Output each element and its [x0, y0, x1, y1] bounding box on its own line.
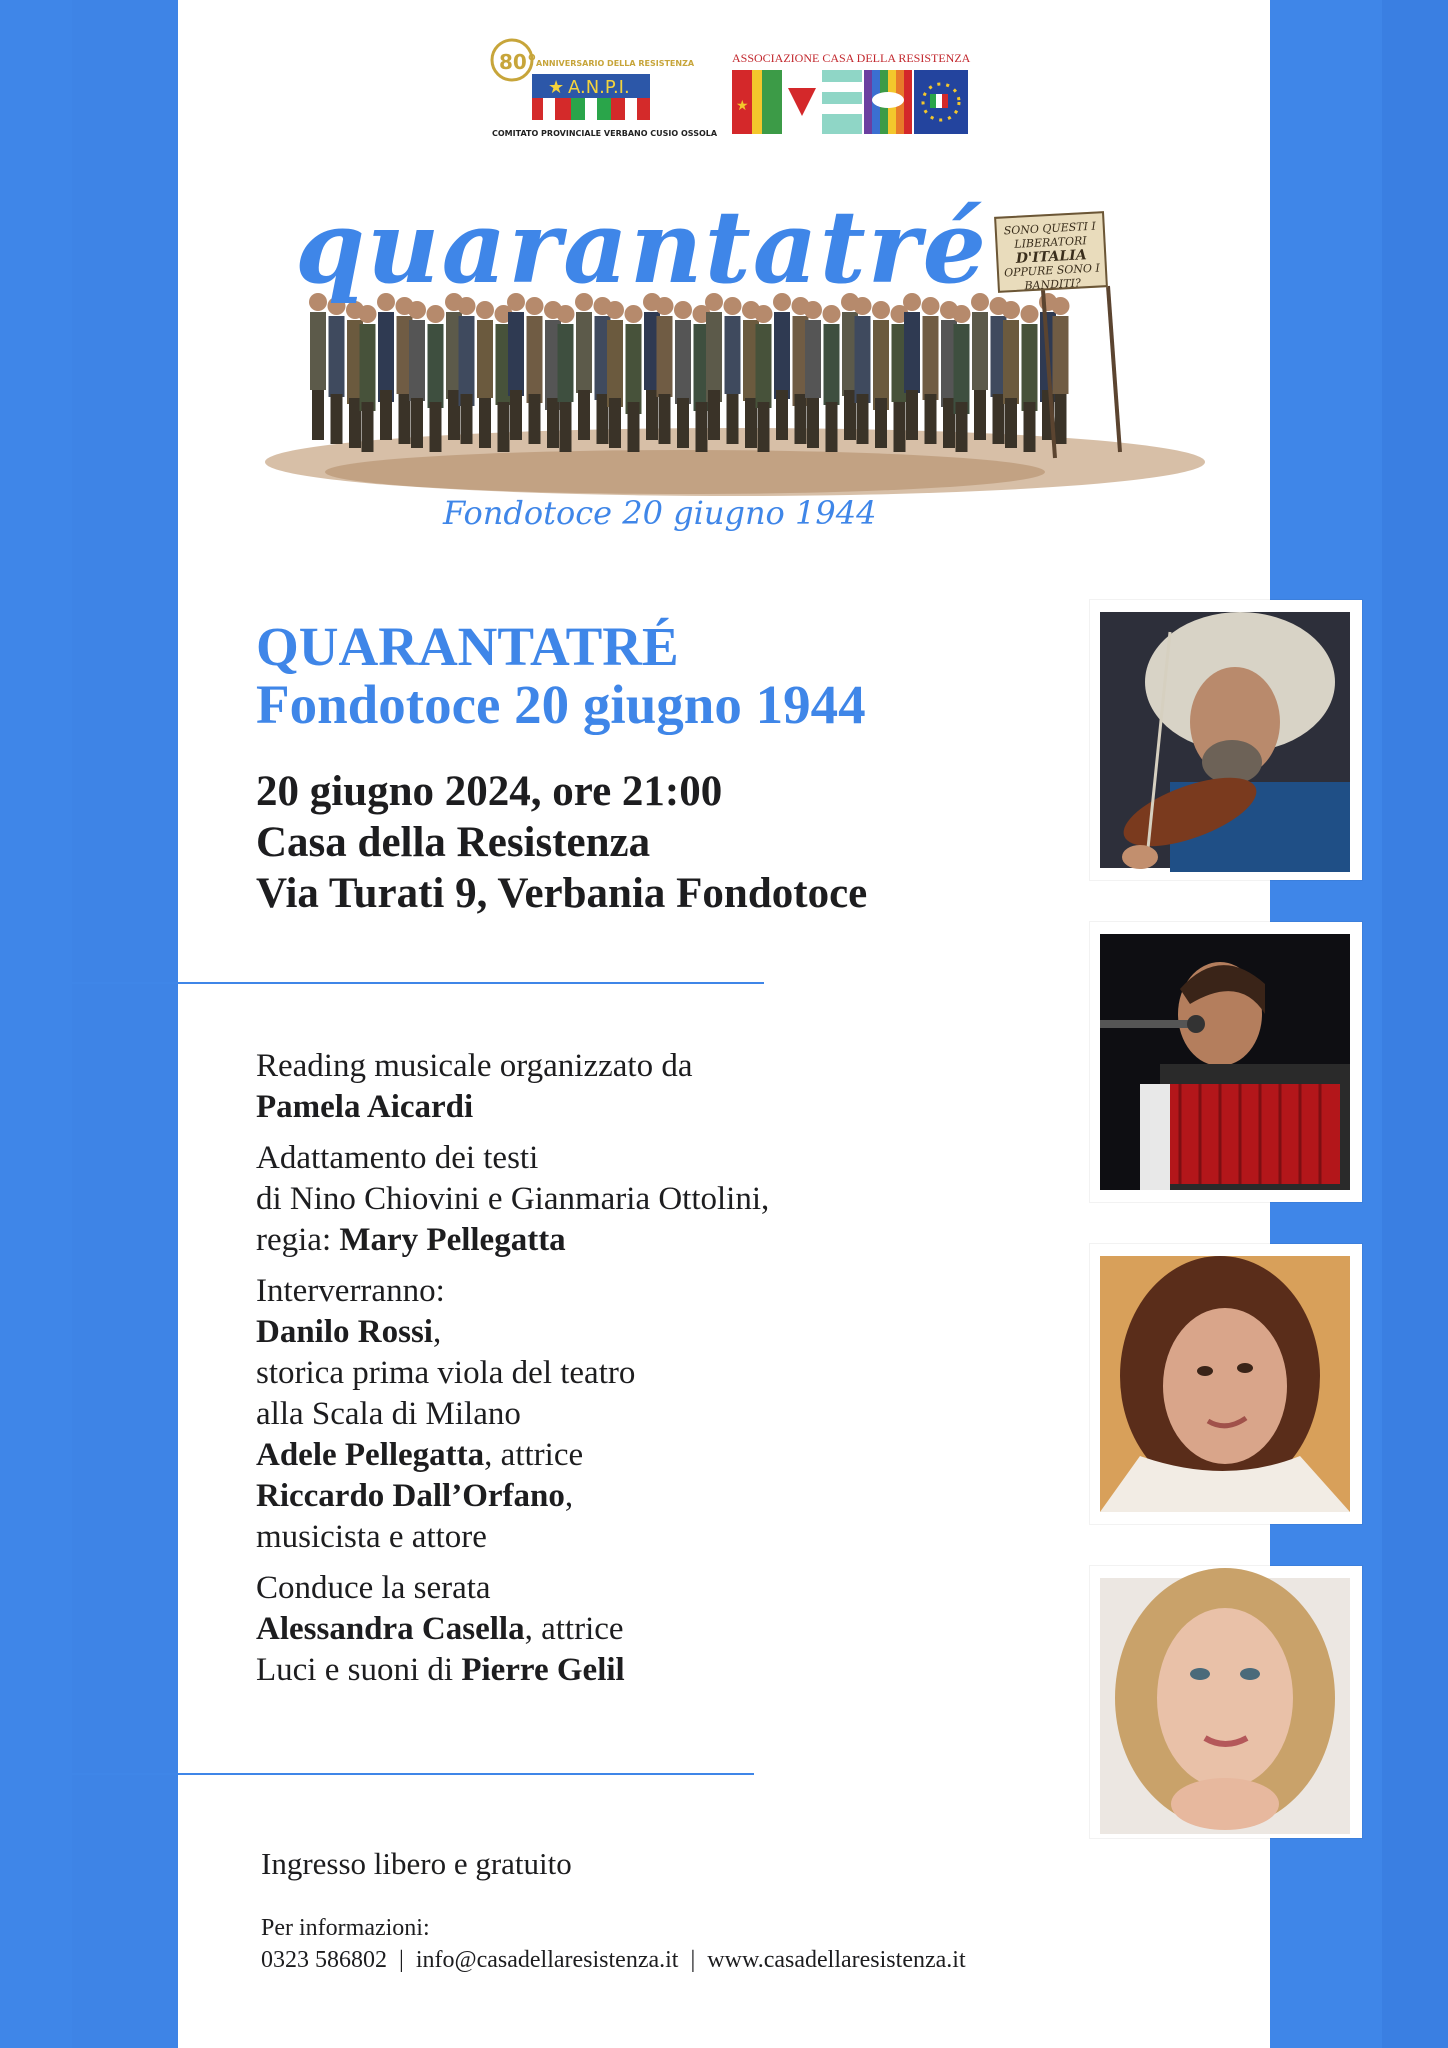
lights-label: Luci e suoni di — [256, 1652, 454, 1688]
event-title-line2: Fondotoce 20 giugno 1944 — [256, 674, 866, 735]
divider-bottom — [72, 1773, 754, 1775]
speaker-1-role-line2: alla Scala di Milano — [256, 1396, 521, 1432]
event-info — [256, 766, 867, 919]
email-link[interactable]: info@casadellaresistenza.it — [415, 1947, 679, 1973]
photo-frame-presenter — [1090, 1566, 1362, 1838]
anpi-committee: COMITATO PROVINCIALE VERBANO CUSIO OSSOLA — [492, 129, 718, 138]
direction-by: Mary Pellegatta — [339, 1222, 566, 1258]
casa-logo-name: ASSOCIAZIONE CASA DELLA RESISTENZA — [732, 51, 971, 65]
divider-top — [72, 982, 764, 984]
adaptation-line1: Adattamento dei testi — [256, 1140, 539, 1176]
photo-presenter — [1100, 1578, 1350, 1826]
reading-by: Pamela Aicardi — [256, 1089, 474, 1125]
adaptation-block — [256, 1138, 876, 1261]
host-block — [256, 1568, 876, 1691]
event-address: Via Turati 9, Verbania Fondotoce — [256, 870, 868, 917]
entry-note: Ingresso libero e gratuito — [261, 1846, 572, 1881]
info-label: Per informazioni: — [261, 1915, 430, 1941]
adaptation-line2: di Nino Chiovini e Gianmaria Ottolini, — [256, 1181, 770, 1217]
hero-sign-line: OPPURE SONO I BANDITI? — [1003, 261, 1101, 293]
photo-frame-accordionist — [1090, 922, 1362, 1202]
photo-accordionist — [1100, 934, 1350, 1190]
left-inner-border — [72, 0, 178, 2048]
anpi-anniversary: 80° — [499, 50, 537, 74]
contact-line — [261, 1944, 966, 1976]
speaker-2-role: , attrice — [484, 1437, 584, 1473]
website-link[interactable]: www.casadellaresistenza.it — [707, 1947, 966, 1973]
casa-resistenza-logo — [730, 50, 970, 136]
anpi-anniversary-text: ANNIVERSARIO DELLA RESISTENZA — [536, 59, 695, 68]
anpi-logo — [488, 38, 718, 142]
speaker-3-role: musicista e attore — [256, 1519, 487, 1555]
photo-violinist — [1100, 612, 1350, 868]
hero-caption: Fondotoce 20 giugno 1944 — [443, 494, 877, 532]
hero-sign-line: D'ITALIA — [1015, 247, 1088, 267]
left-border — [0, 0, 72, 2048]
event-venue: Casa della Resistenza — [256, 819, 651, 866]
reading-block — [256, 1046, 876, 1128]
speaker-2-name: Adele Pellegatta — [256, 1437, 485, 1473]
photo-frame-actress — [1090, 1244, 1362, 1524]
hero-sign-line: SONO QUESTI I LIBERATORI — [1003, 219, 1097, 251]
event-date: 20 giugno 2024, ore 21:00 — [256, 768, 723, 815]
host-role: , attrice — [524, 1611, 624, 1647]
separator: | — [399, 1947, 404, 1973]
speaker-3-name: Riccardo Dall’Orfano — [256, 1478, 565, 1514]
photo-frame-violinist — [1090, 600, 1362, 880]
svg-text:★: ★ — [548, 77, 565, 98]
speaker-1-role-line1: storica prima viola del teatro — [256, 1355, 636, 1391]
host-name: Alessandra Casella — [256, 1611, 525, 1647]
direction-label: regia: — [256, 1222, 332, 1258]
event-title — [256, 618, 866, 734]
reading-intro: Reading musicale organizzato da — [256, 1048, 693, 1084]
hero-title: quarantatré — [295, 188, 989, 306]
speakers-block: Interverranno: Danilo Rossi, storica prima viola del teatro alla Scala di Milano Adele Pellegatta, attrice Riccardo Dall’Orfano, musicista e attore — [256, 1273, 636, 1555]
svg-text:★: ★ — [736, 98, 749, 114]
anpi-name: A.N.P.I. — [568, 77, 630, 98]
host-label: Conduce la serata — [256, 1570, 491, 1606]
speaker-1-name: Danilo Rossi — [256, 1314, 433, 1350]
photo-actress — [1100, 1256, 1350, 1512]
contact-info — [261, 1912, 966, 1976]
event-title-line1: QUARANTATRÉ — [256, 616, 679, 677]
right-border — [1382, 0, 1448, 2048]
separator: | — [690, 1947, 696, 1973]
lights-by: Pierre Gelil — [461, 1652, 625, 1688]
event-details — [256, 1046, 876, 1701]
speakers-label: Interverranno: — [256, 1273, 445, 1309]
hero-protest-sign — [994, 211, 1108, 293]
phone: 0323 586802 — [261, 1947, 387, 1973]
